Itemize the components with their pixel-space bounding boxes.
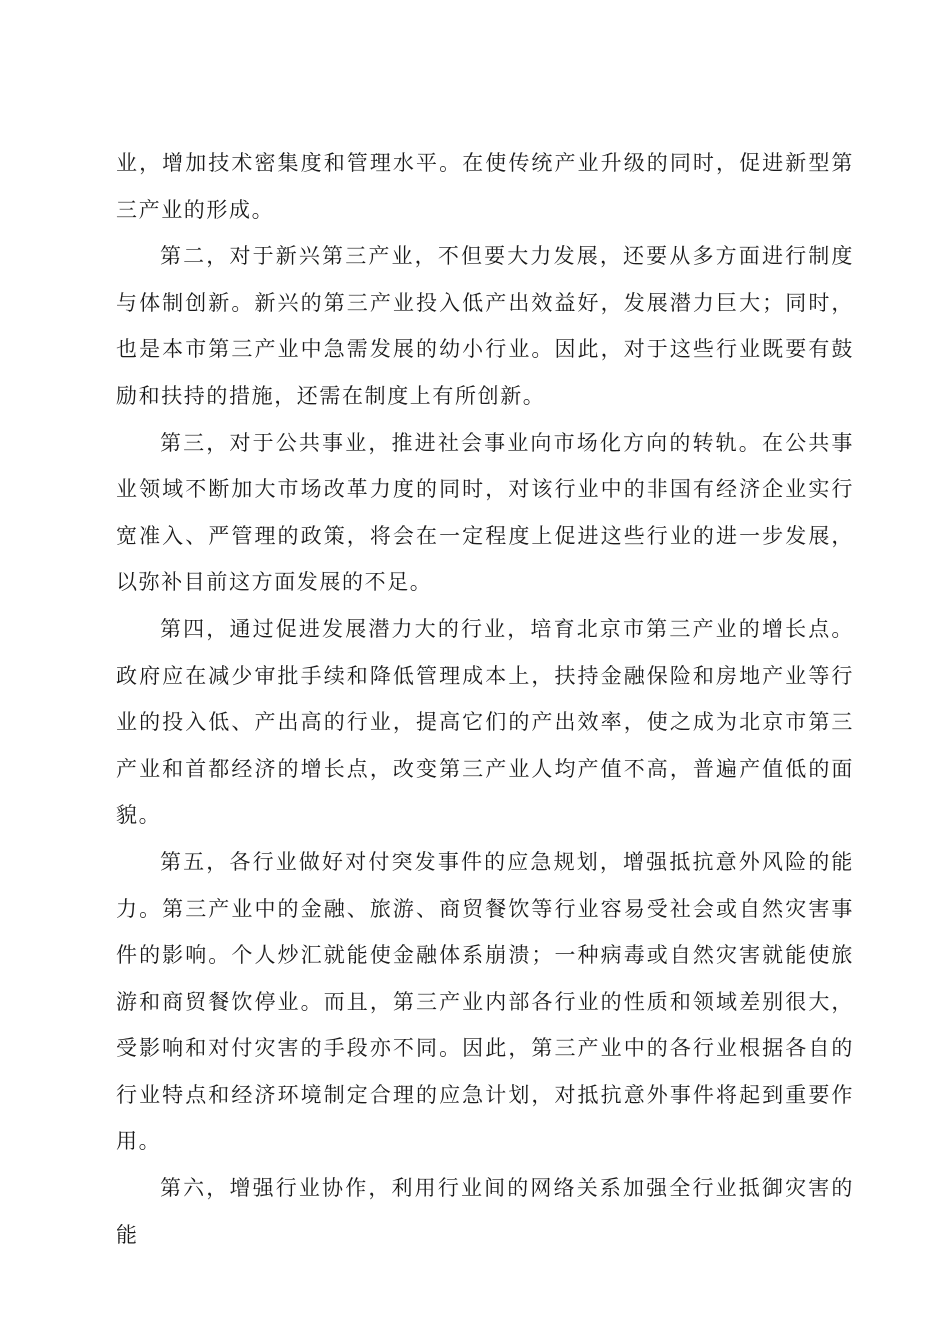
paragraph-fourth-point: 第四，通过促进发展潜力大的行业，培育北京市第三产业的增长点。政府应在减少审批手续和降低管理成本上，扶持金融保险和房地产业等行业的投入低、产出高的行业，提高它们的产出效率，使之成为北京市第三产业和首都经济的增长点，改变第三产业人均产值不高，普遍产值低的面貌。 [116, 616, 854, 828]
paragraph-fifth-point: 第五，各行业做好对付突发事件的应急规划，增强抵抗意外风险的能力。第三产业中的金融、旅游、商贸餐饮等行业容易受社会或自然灾害事件的影响。个人炒汇就能使金融体系崩溃；一种病毒或自然灾害就能使旅游和商贸餐饮停业。而且，第三产业内部各行业的性质和领域差别很大，受影响和对付灾害的手段亦不同。因此，第三产业中的各行业根据各自的行业特点和经济环境制定合理的应急计划，对抵抗意外事件将起到重要作用。 [116, 849, 854, 1154]
paragraph-third-point: 第三，对于公共事业，推进社会事业向市场化方向的转轨。在公共事业领域不断加大市场改革力度的同时，对该行业中的非国有经济企业实行宽准入、严管理的政策，将会在一定程度上促进这些行业的进一步发展，以弥补目前这方面发展的不足。 [116, 430, 854, 595]
paragraph-sixth-point: 第六，增强行业协作，利用行业间的网络关系加强全行业抵御灾害的能 [116, 1176, 854, 1247]
document-body [116, 140, 854, 1258]
paragraph-second-point: 第二，对于新兴第三产业，不但要大力发展，还要从多方面进行制度与体制创新。新兴的第三产业投入低产出效益好，发展潜力巨大；同时，也是本市第三产业中急需发展的幼小行业。因此，对于这些行业既要有鼓励和扶持的措施，还需在制度上有所创新。 [116, 244, 854, 408]
paragraph-continuation: 业，增加技术密集度和管理水平。在使传统产业升级的同时，促进新型第三产业的形成。 [116, 151, 854, 222]
